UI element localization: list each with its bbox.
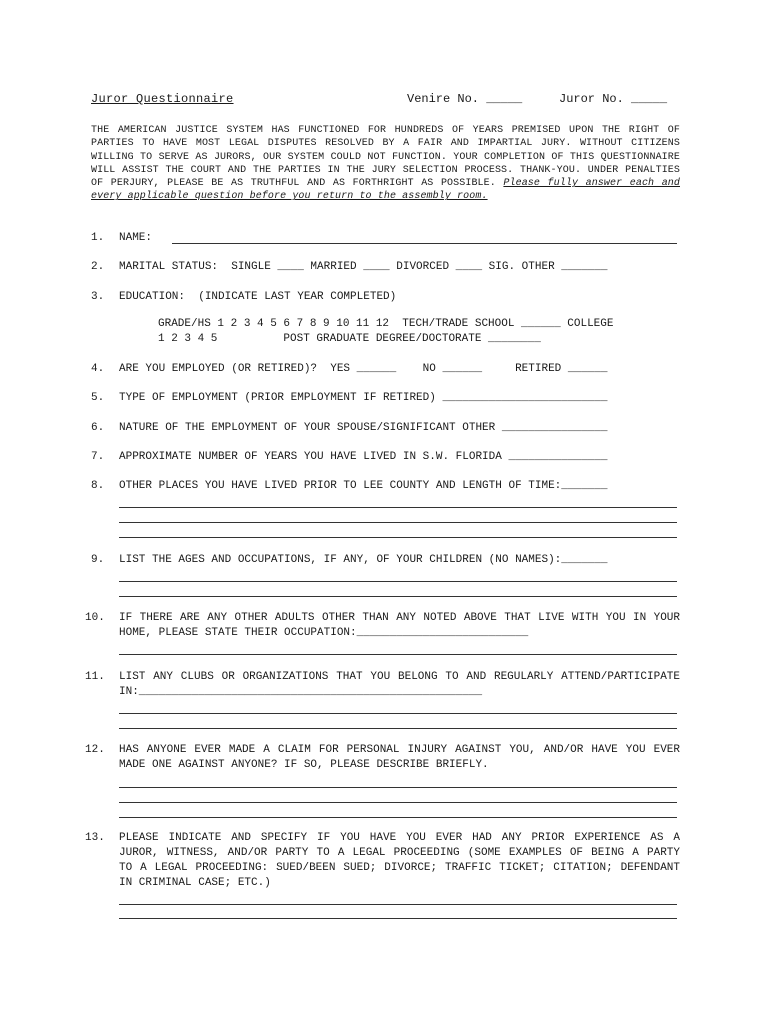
answer-line[interactable] [119,904,677,905]
question-number: 2. [91,261,105,273]
intro-instruction: Please fully answer each and every applicable question before you return to the assembly room. [91,178,680,203]
answer-line[interactable] [119,787,677,788]
marital-status-options[interactable]: MARITAL STATUS: SINGLE ____ MARRIED ____ DIVORCED ____ SIG. OTHER _______ [119,261,608,273]
answer-line[interactable] [119,654,677,655]
form-title: Juror Questionnaire [91,92,234,106]
question-text: HAS ANYONE EVER MADE A CLAIM FOR PERSONAL INJURY AGAINST YOU, AND/OR HAVE YOU EVER MADE ONE AGAINST ANYONE? IF SO, PLEASE DESCRIBE BRIEFLY. [119,744,680,771]
clubs-field[interactable]: LIST ANY CLUBS OR ORGANIZATIONS THAT YOU BELONG TO AND REGULARLY ATTEND/PARTICIPATE IN:____________________________________________________ [119,671,680,698]
header [91,92,681,108]
answer-line[interactable] [119,537,677,538]
answer-line[interactable] [119,596,677,597]
answer-line[interactable] [119,817,677,818]
question-number: 8. [91,480,105,492]
question-text: PLEASE INDICATE AND SPECIFY IF YOU HAVE YOU EVER HAD ANY PRIOR EXPERIENCE AS A JUROR, WITNESS, AND/OR PARTY TO A LEGAL PROCEEDING (SOME EXAMPLES OF BEING A PARTY TO A LEGAL PROCEEDING: SUED/BEEN SUED; DIVORCE; TRAFFIC TICKET; CITATION; DEFENDANT IN CRIMINAL CASE; ETC.) [119,832,680,889]
question-number: 7. [91,451,105,463]
employment-status-options[interactable]: ARE YOU EMPLOYED (OR RETIRED)? YES ______ NO ______ RETIRED ______ [119,363,608,375]
question-number: 10. [85,612,105,624]
intro-text: THE AMERICAN JUSTICE SYSTEM HAS FUNCTIONED FOR HUNDREDS OF YEARS PREMISED UPON THE RIGHT OF PARTIES TO HAVE MOST LEGAL DISPUTES RESOLVED BY A FAIR AND IMPARTIAL JURY. WITHOUT CITIZENS WILLING TO SERVE AS JURORS, OUR SYSTEM COULD NOT FUNCTION. YOUR COMPLETION OF THIS QUESTIONNAIRE WILL ASSIST THE COURT AND THE PARTIES IN THE JURY SELECTION PROCESS. THANK-YOU. UNDER PENALTIES OF PERJURY, PLEASE BE AS TRUTHFUL AND AS FORTHRIGHT AS POSSIBLE. [91,125,680,190]
children-field[interactable]: LIST THE AGES AND OCCUPATIONS, IF ANY, OF YOUR CHILDREN (NO NAMES):_______ [119,554,608,566]
employment-type-field[interactable]: TYPE OF EMPLOYMENT (PRIOR EMPLOYMENT IF RETIRED) _________________________ [119,392,608,404]
answer-line[interactable] [119,507,677,508]
answer-line[interactable] [119,728,677,729]
question-text: NAME: [119,232,153,244]
answer-line[interactable] [119,581,677,582]
juror-number-field[interactable]: Juror No. _____ [559,92,668,106]
venire-number-field[interactable]: Venire No. _____ [407,92,523,106]
answer-line[interactable] [119,918,677,919]
years-lived-field[interactable]: APPROXIMATE NUMBER OF YEARS YOU HAVE LIVED IN S.W. FLORIDA _______________ [119,451,608,463]
question-number: 13. [85,832,105,844]
question-number: 6. [91,422,105,434]
question-number: 4. [91,363,105,375]
intro-paragraph [91,124,680,204]
question-number: 12. [85,744,105,756]
other-places-field[interactable]: OTHER PLACES YOU HAVE LIVED PRIOR TO LEE COUNTY AND LENGTH OF TIME:_______ [119,480,608,492]
question-number: 9. [91,554,105,566]
question-number: 1. [91,232,105,244]
answer-line[interactable] [119,802,677,803]
question-number: 3. [91,291,105,303]
spouse-employment-field[interactable]: NATURE OF THE EMPLOYMENT OF YOUR SPOUSE/SIGNIFICANT OTHER ________________ [119,422,608,434]
question-text: EDUCATION: (INDICATE LAST YEAR COMPLETED) [119,291,397,303]
education-grade-options[interactable]: GRADE/HS 1 2 3 4 5 6 7 8 9 10 11 12 TECH/TRADE SCHOOL ______ COLLEGE [158,318,614,330]
other-adults-field[interactable]: IF THERE ARE ANY OTHER ADULTS OTHER THAN ANY NOTED ABOVE THAT LIVE WITH YOU IN YOUR HOME, PLEASE STATE THEIR OCCUPATION:__________________________ [119,612,680,639]
answer-line[interactable] [119,713,677,714]
name-answer-line[interactable] [172,243,677,244]
education-college-options[interactable]: 1 2 3 4 5 POST GRADUATE DEGREE/DOCTORATE ________ [158,333,541,345]
question-number: 5. [91,392,105,404]
answer-line[interactable] [119,522,677,523]
question-number: 11. [85,671,105,683]
